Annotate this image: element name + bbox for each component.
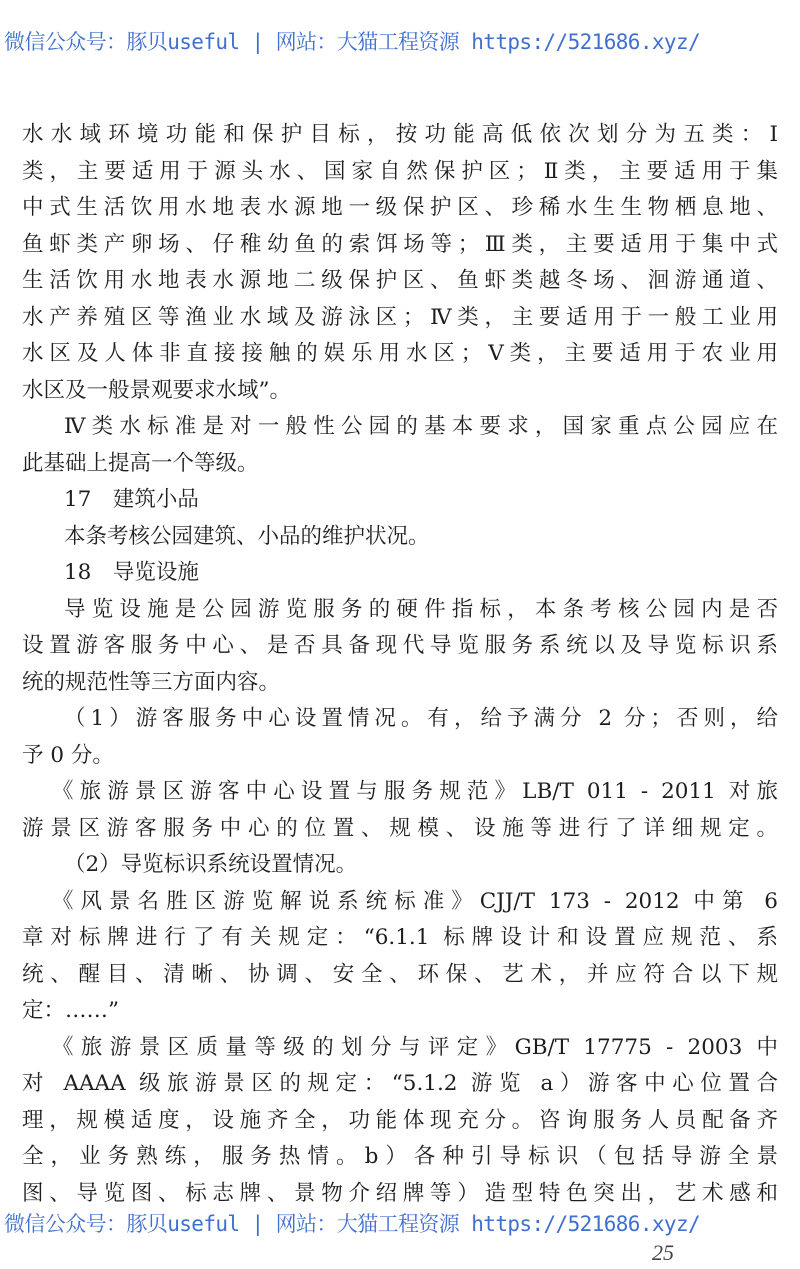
watermark-top: 微信公众号：豚贝useful | 网站：大猫工程资源 https://521686.xyz/: [4, 30, 701, 54]
text-line: 定：……”: [22, 998, 119, 1023]
text-line: 导览设施是公园游览服务的硬件指标，本条考核公园内是否: [64, 596, 778, 622]
text-line: 理，规模适度，设施齐全，功能体现充分。咨询服务人员配备齐: [22, 1107, 778, 1133]
text-line: 对 AAAA 级旅游景区的规定：“5.1.2 游览 a）游客中心位置合: [22, 1071, 778, 1096]
text-line: 予 0 分。: [22, 742, 114, 768]
text-line: （1）游客服务中心设置情况。有，给予满分 2 分；否则，给: [64, 706, 778, 731]
text-line: 图、导览图、标志牌、景物介绍牌等）造型特色突出，艺术感和: [22, 1180, 778, 1206]
text-line: 18 导览设施: [64, 560, 199, 585]
text-line: 此基础上提高一个等级。: [22, 450, 259, 476]
text-line: 统、醒目、清晰、协调、安全、环保、艺术，并应符合以下规: [22, 961, 778, 987]
text-line: Ⅳ类水标准是对一般性公园的基本要求，国家重点公园应在: [64, 414, 778, 439]
text-line: 水区及一般景观要求水域”。: [22, 377, 291, 403]
text-line: 全，业务熟练，服务热情。b）各种引导标识（包括导游全景: [22, 1144, 778, 1169]
text-line: 生活饮用水地表水源地二级保护区、鱼虾类越冬场、洄游通道、: [22, 268, 778, 293]
text-line: 《风景名胜区游览解说系统标准》CJJ/T 173 - 2012 中第 6: [52, 888, 778, 914]
text-line: 水产养殖区等渔业水域及游泳区；Ⅳ类，主要适用于一般工业用: [22, 304, 778, 330]
text-line: 水区及人体非直接接触的娱乐用水区；Ⅴ类，主要适用于农业用: [22, 341, 778, 366]
text-line: 《旅游景区游客中心设置与服务规范》LB/T 011 - 2011 对旅: [52, 779, 778, 804]
page-number: 25: [652, 1240, 674, 1265]
text-line: 统的规范性等三方面内容。: [22, 669, 281, 695]
text-line: 水水域环境功能和保护目标，按功能高低依次划分为五类：Ⅰ: [22, 122, 778, 147]
text-line: 17 建筑小品: [64, 487, 199, 512]
text-line: 鱼虾类产卵场、仔稚幼鱼的索饵场等；Ⅲ类，主要适用于集中式: [22, 231, 778, 257]
text-line: 类，主要适用于源头水、国家自然保护区；Ⅱ类，主要适用于集: [22, 158, 778, 184]
text-line: 中式生活饮用水地表水源地一级保护区、珍稀水生生物栖息地、: [22, 195, 778, 220]
text-line: 本条考核公园建筑、小品的维护状况。: [64, 523, 430, 549]
text-line: （2）导览标识系统设置情况。: [64, 852, 358, 877]
text-line: 设置游客服务中心、是否具备现代导览服务系统以及导览标识系: [22, 633, 778, 658]
text-line: 游景区游客服务中心的位置、规模、设施等进行了详细规定。: [22, 815, 778, 841]
text-line: 章对标牌进行了有关规定：“6.1.1 标牌设计和设置应规范、系: [22, 925, 778, 950]
text-line: 《旅游景区质量等级的划分与评定》GB/T 17775 - 2003 中: [52, 1034, 778, 1060]
watermark-bottom: 微信公众号：豚贝useful | 网站：大猫工程资源 https://521686.xyz/: [4, 1212, 701, 1236]
